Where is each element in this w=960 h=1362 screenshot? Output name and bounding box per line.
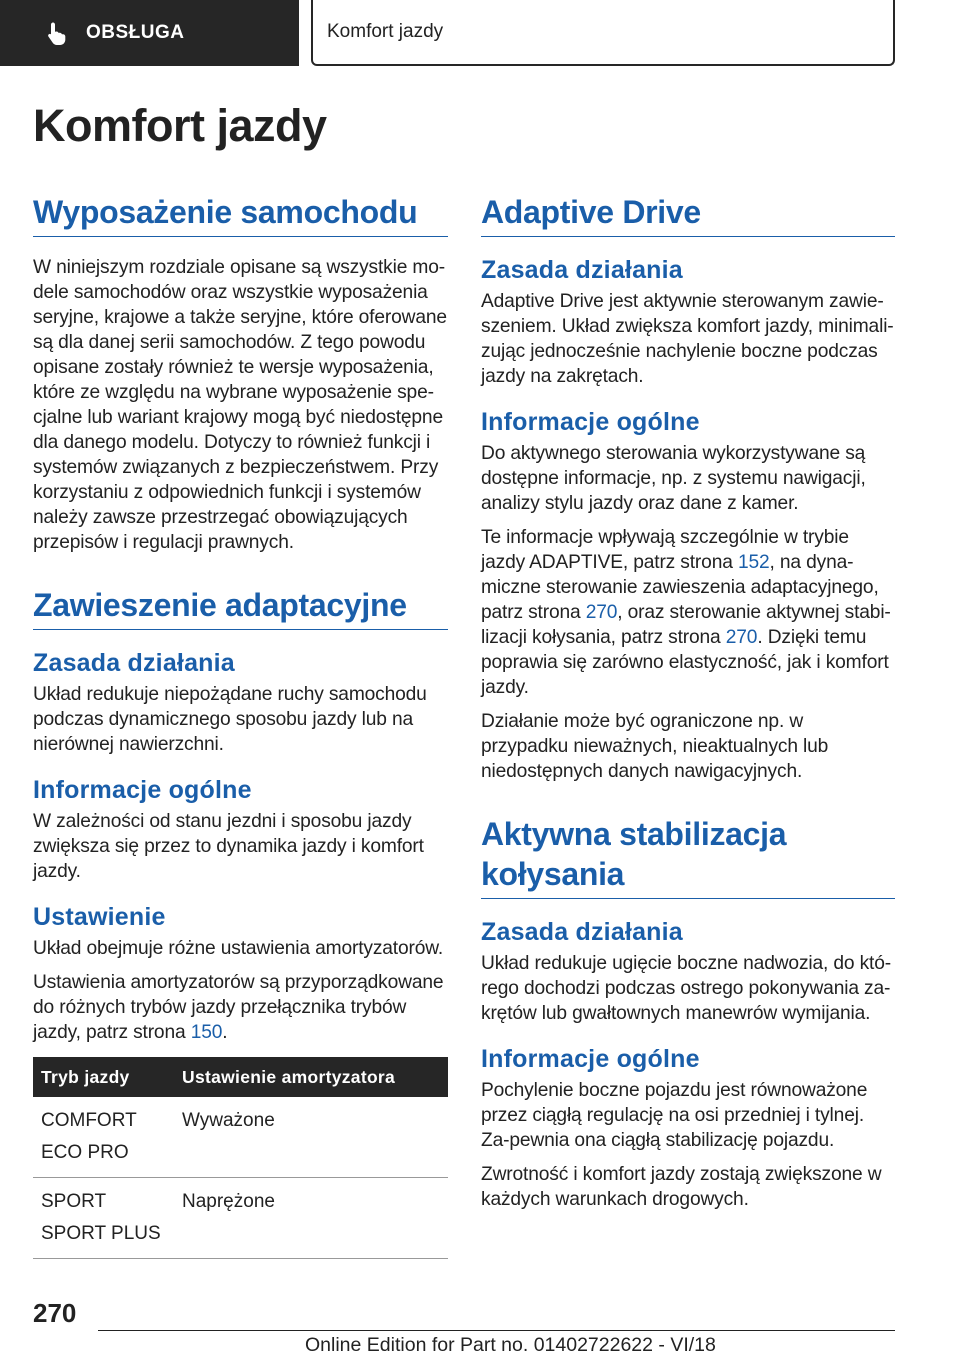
adaptive-principle-text: Adaptive Drive jest aktywnie sterowanym zawie-szeniem. Układ zwiększa komfort jazdy, minimali-zując jednocześnie nachylenie boczne podczas jazdy na zakrętach. bbox=[481, 291, 894, 387]
setting-text-2 bbox=[33, 970, 448, 1045]
heading-adaptive-drive: Adaptive Drive bbox=[481, 192, 895, 237]
setting-text-2-end: . bbox=[222, 1022, 228, 1043]
heading-equipment: Wyposażenie samochodu bbox=[33, 192, 448, 237]
page-link-270[interactable]: 270 bbox=[585, 602, 618, 623]
table-cell-setting: Naprężone bbox=[174, 1178, 448, 1259]
page-link-270[interactable]: 270 bbox=[725, 627, 758, 648]
subheading-general-info: Informacje ogólne bbox=[481, 408, 700, 436]
subheading-general-info: Informacje ogólne bbox=[33, 776, 252, 804]
adaptive-general-text-1: Do aktywnego sterowania wykorzystywane są dostępne informacje, np. z systemu nawigacji, analizy stylu jazdy oraz dane z kamer. bbox=[481, 443, 866, 514]
footer-divider bbox=[98, 1330, 895, 1331]
right-column bbox=[481, 192, 895, 1221]
text-part: . Dzięki temu poprawia się zarówno elastyczność, jak i komfort jazdy. bbox=[481, 627, 889, 698]
adaptive-general-text-2 bbox=[481, 525, 895, 700]
mode-value: SPORT bbox=[41, 1191, 107, 1212]
page-header bbox=[0, 0, 960, 66]
subheading-principle: Zasada działania bbox=[481, 256, 683, 284]
page-link-152[interactable]: 152 bbox=[737, 552, 770, 573]
table-row bbox=[33, 1178, 448, 1259]
subheading-principle: Zasada działania bbox=[481, 918, 683, 946]
suspension-principle-text: Układ redukuje niepożądane ruchy samochodu podczas dynamicznego sposobu jazdy lub na nierównej nawierzchni. bbox=[33, 684, 427, 755]
heading-active-roll-stabilization: Aktywna stabilizacja kołysania bbox=[481, 814, 895, 899]
mode-value: SPORT PLUS bbox=[41, 1223, 161, 1244]
subheading-principle: Zasada działania bbox=[33, 649, 235, 677]
chapter-tab-service[interactable] bbox=[0, 0, 299, 66]
subheading-general-info: Informacje ogólne bbox=[481, 1045, 700, 1073]
mode-value: COMFORT bbox=[41, 1110, 137, 1131]
page-number: 270 bbox=[33, 1298, 77, 1328]
table-row bbox=[33, 1097, 448, 1178]
subheading-setting: Ustawienie bbox=[33, 903, 166, 931]
edition-note: Online Edition for Part no. 01402722622 - VI/18 bbox=[305, 1334, 716, 1356]
table-header-setting: Ustawienie amortyzatora bbox=[182, 1066, 396, 1087]
page-title: Komfort jazdy bbox=[33, 100, 327, 151]
text-part: , na dyna-miczne sterowanie zawieszenia adaptacyjnego, patrz strona bbox=[481, 552, 879, 623]
table-cell-setting: Wyważone bbox=[174, 1097, 448, 1178]
adaptive-general-text-3: Działanie może być ograniczone np. w przypadku nieważnych, nieaktualnych lub niedostępnych danych nawigacyjnych. bbox=[481, 711, 829, 782]
roll-general-text-2: Zwrotność i komfort jazdy zostają zwiększone w każdych warunkach drogowych. bbox=[481, 1164, 882, 1210]
left-column bbox=[33, 192, 448, 1259]
suspension-general-text: W zależności od stanu jezdni i sposobu jazdy zwiększa się przez to dynamika jazdy i komfort jazdy. bbox=[33, 811, 424, 882]
table-cell-modes bbox=[33, 1178, 174, 1259]
chapter-tab-label: OBSŁUGA bbox=[86, 22, 185, 43]
table-cell-modes bbox=[33, 1097, 174, 1178]
text-part: Te informacje wpływają szczególnie w trybie jazdy ADAPTIVE, patrz strona bbox=[481, 527, 849, 573]
section-tab-label: Komfort jazdy bbox=[327, 21, 444, 42]
text-part: , oraz sterowanie aktywnej stabi-lizacji kołysania, patrz strona bbox=[481, 602, 891, 648]
hand-pointer-icon bbox=[44, 20, 70, 46]
section-tab[interactable] bbox=[311, 0, 895, 66]
equipment-text: W niniejszym rozdziale opisane są wszystkie mo-dele samochodów oraz wszystkie wyposażenia seryjne, krajowe a także seryjne, które oferowane są dla danej serii samochodów. Z tego powodu opisane zostały również te wersje wyposażenia, które ze względu na wybrane wyposażenie spe-cjalne lub wariant krajowy mogą być niedostępne dla danego modelu. Dotyczy to również funkcji i systemów związanych z bezpieczeństwem. Przy korzystaniu z odpowiednich funkcji i systemów należy zawsze przestrzegać obowiązujących przepisów i regulacji prawnych. bbox=[33, 257, 447, 553]
damper-settings-table bbox=[33, 1057, 448, 1259]
mode-value: ECO PRO bbox=[41, 1142, 129, 1163]
table-header-mode: Tryb jazdy bbox=[41, 1066, 130, 1087]
setting-text-1: Układ obejmuje różne ustawienia amortyzatorów. bbox=[33, 938, 444, 959]
table-header-row bbox=[33, 1057, 448, 1097]
roll-general-text-1: Pochylenie boczne pojazdu jest równoważone przez ciągłą regulację na osi przedniej i tylnej. Za-pewnia ona ciągłą stabilizację pojazdu. bbox=[481, 1080, 868, 1151]
page-link-150[interactable]: 150 bbox=[190, 1022, 223, 1043]
heading-adaptive-suspension: Zawieszenie adaptacyjne bbox=[33, 585, 448, 630]
setting-text-2-body: Ustawienia amortyzatorów są przyporządkowane do różnych trybów jazdy przełącznika trybów jazdy, patrz strona bbox=[33, 972, 444, 1043]
roll-principle-text: Układ redukuje ugięcie boczne nadwozia, do któ-rego dochodzi podczas ostrego pokonywania za-krętów lub gwałtownych manewrów wymijania. bbox=[481, 953, 891, 1024]
